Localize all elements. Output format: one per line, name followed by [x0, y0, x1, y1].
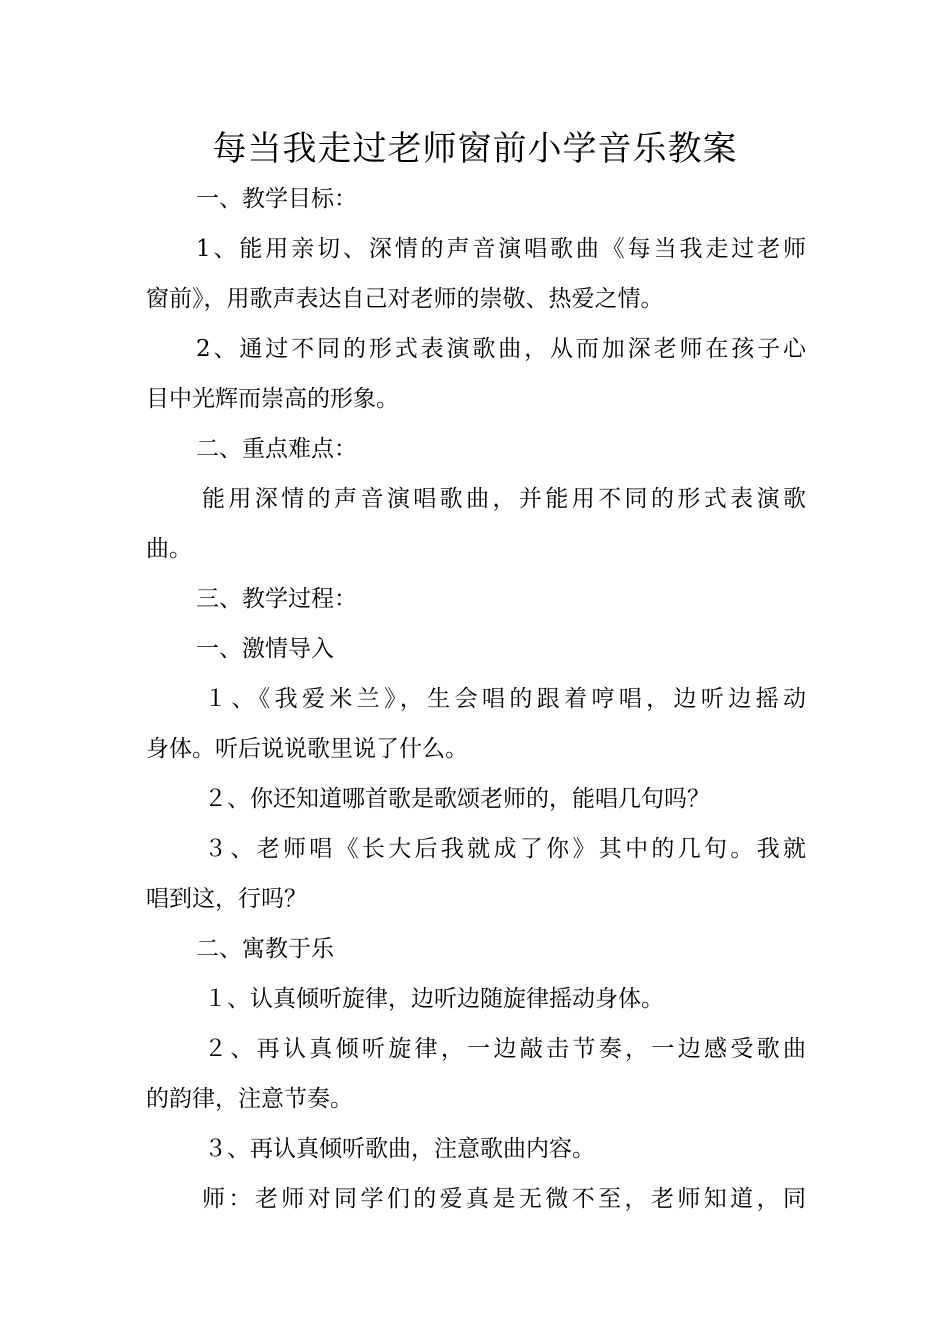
paragraph-line: 2、通过不同的形式表演歌曲，从而加深老师在孩子心	[196, 336, 806, 362]
section-heading-process: 三、教学过程：	[196, 586, 357, 612]
paragraph-line: 能用深情的声音演唱歌曲，并能用不同的形式表演歌	[202, 486, 806, 512]
paragraph-line: 窗前》，用歌声表达自己对老师的崇敬、热爱之情。	[146, 286, 664, 312]
paragraph-line: 1、能用亲切、深情的声音演唱歌曲《每当我走过老师	[196, 236, 806, 262]
paragraph-line: 目中光辉而崇高的形象。	[146, 386, 399, 412]
subsection-heading: 二、寓教于乐	[196, 936, 334, 962]
document-title: 每当我走过老师窗前小学音乐教案	[212, 129, 738, 169]
paragraph-line: ２、你还知道哪首歌是歌颂老师的，能唱几句吗？	[204, 786, 710, 812]
subsection-heading: 一、激情导入	[196, 636, 334, 662]
paragraph-line: 的韵律，注意节奏。	[146, 1086, 353, 1112]
paragraph-line: 唱到这，行吗？	[146, 886, 307, 912]
paragraph-line: 身体。听后说说歌里说了什么。	[146, 736, 468, 762]
section-heading-key-points: 二、重点难点：	[196, 436, 357, 462]
section-heading-objectives: 一、教学目标：	[196, 186, 357, 212]
paragraph-line: 曲。	[146, 536, 192, 562]
paragraph-line: 师：老师对同学们的爱真是无微不至，老师知道，同	[202, 1186, 806, 1212]
paragraph-line: ２、再认真倾听旋律，一边敲击节奏，一边感受歌曲	[204, 1036, 806, 1062]
paragraph-line: １、认真倾听旋律，边听边随旋律摇动身体。	[204, 986, 664, 1012]
paragraph-line: １、《我爱米兰》，生会唱的跟着哼唱，边听边摇动	[204, 686, 806, 712]
paragraph-line: ３、再认真倾听歌曲，注意歌曲内容。	[204, 1136, 595, 1162]
paragraph-line: ３、老师唱《长大后我就成了你》其中的几句。我就	[204, 836, 806, 862]
document-body	[146, 174, 806, 1224]
